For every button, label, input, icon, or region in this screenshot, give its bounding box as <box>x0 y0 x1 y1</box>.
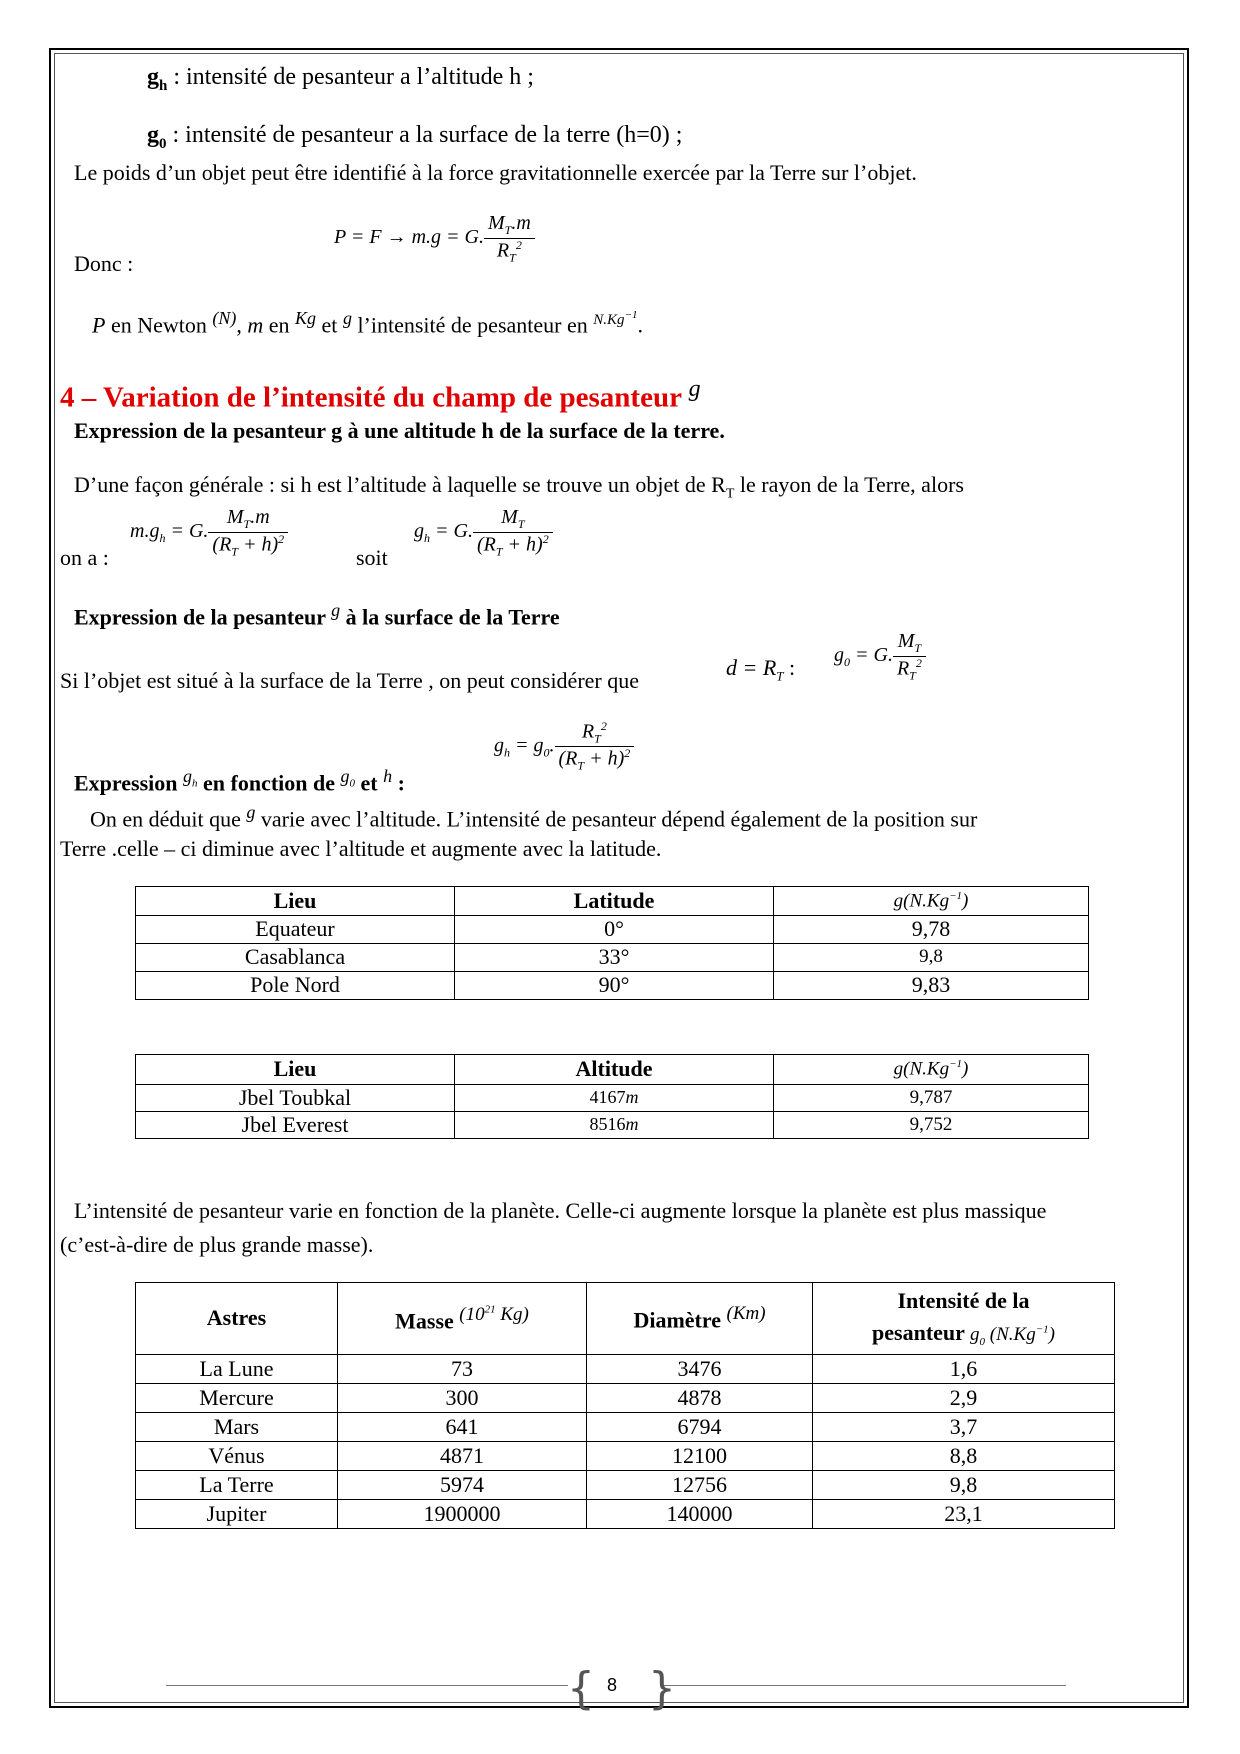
formula-poids: P = F → m.g = G. $\frac{M_T.m}{R_T^2}$ <box>334 212 535 265</box>
table-header: Altitude <box>455 1055 774 1085</box>
footer-brace-left: { <box>567 1663 595 1714</box>
paragraph-deduit-line2: Terre .celle – ci diminue avec l’altitude et augmente avec la latitude. <box>60 836 662 861</box>
table-row: Jupiter 1900000 140000 23,1 <box>136 1500 1115 1529</box>
table-row: Jbel Everest 8516m 9,752 <box>136 1112 1089 1139</box>
footer-brace-right: } <box>648 1663 676 1714</box>
paragraph-general: D’une façon générale : si h est l’altitude à laquelle se trouve un objet de $R_T$ le rayon de la Terre, alors <box>74 472 964 502</box>
subheading-gh-function: Expression $^{g_h}$ en fonction de $^{g_0}$ et $^h$ : <box>74 766 405 796</box>
paragraph-planete-line1: L’intensité de pesanteur varie en fonction de la planète. Celle-ci augmente lorsque la planète est plus massique <box>74 1198 1047 1223</box>
paragraph-poids: Le poids d’un objet peut être identifié à la force gravitationnelle exercée par la Terre sur l’objet. <box>74 160 917 185</box>
formula-g0: $g_0 = G$. $\frac{M_T}{R_T^2}$ <box>834 630 926 683</box>
table-row: Mars 641 6794 3,7 <box>136 1413 1115 1442</box>
table-header-g: $g(N.Kg^{-1})$ <box>774 887 1089 916</box>
latitude-table <box>135 886 1089 1000</box>
planets-table <box>135 1282 1115 1529</box>
formula-gh-g0: $g_h = g_0$. $\frac{R_T^2}{(R_T + h)^2}$ <box>494 720 634 774</box>
table-row: La Lune 73 3476 1,6 <box>136 1355 1115 1384</box>
table-header: Lieu <box>136 1055 455 1085</box>
paragraph-deduit-line1: On en déduit que $^g$ varie avec l’altitude. L’intensité de pesanteur dépend également de la position sur <box>90 802 978 832</box>
paragraph-planete-line2: (c’est-à-dire de plus grande masse). <box>60 1232 374 1257</box>
table-header: Astres <box>136 1283 338 1355</box>
footer-rule-left <box>166 1685 568 1686</box>
page-number: 8 <box>607 1675 618 1695</box>
soit-label: soit <box>356 545 388 570</box>
on-a-label: on a : <box>60 545 109 570</box>
formula-d-equals-rt: $d = R_T$ : <box>726 655 796 684</box>
table-header-g: $g(N.Kg^{-1})$ <box>774 1055 1089 1085</box>
altitude-table <box>135 1054 1089 1139</box>
table-row: Casablanca 33° 9,8 <box>136 944 1089 972</box>
paragraph-surface: Si l’objet est situé à la surface de la Terre , on peut considérer que <box>60 668 640 693</box>
table-row: Pole Nord 90° 9,83 <box>136 972 1089 1000</box>
table-header-masse: Masse $^{(10^{21} Kg)}$ <box>338 1283 587 1355</box>
footer-rule-right <box>662 1685 1066 1686</box>
units-line: P en Newton $^{(N)}$, m en $^{Kg}$ et $^g$ l’intensité de pesanteur en $^{N.Kg^{-1}}$. <box>92 308 643 338</box>
formula-mgh: $m.g_h = G$. $\frac{M_T.m}{(R_T + h)^2}$ <box>130 506 288 559</box>
table-header: Latitude <box>455 887 774 916</box>
table-row: La Terre 5974 12756 9,8 <box>136 1471 1115 1500</box>
donc-label: Donc : <box>74 251 134 276</box>
table-row: Vénus 4871 12100 8,8 <box>136 1442 1115 1471</box>
table-row: Jbel Toubkal 4167m 9,787 <box>136 1085 1089 1112</box>
subheading-altitude: Expression de la pesanteur g à une altitude h de la surface de la terre. <box>74 418 725 443</box>
table-header-diametre: Diamètre $^{(Km)}$ <box>587 1283 813 1355</box>
table-header: Lieu <box>136 887 455 916</box>
formula-gh: $g_h = G$. $\frac{M_T}{(R_T + h)^2}$ <box>414 506 553 559</box>
section-4-heading: 4 – Variation de l’intensité du champ de pesanteur $^g$ <box>60 376 701 414</box>
definition-g0: $g_0$ : intensité de pesanteur a la surface de la terre (h=0) ; <box>147 122 683 152</box>
table-header-intensite: Intensité de la pesanteur $g_0$ $(N.Kg^{-1})$ <box>813 1283 1115 1355</box>
definition-gh: $g_h$ : intensité de pesanteur a l’altitude h ; <box>147 64 534 94</box>
subheading-surface: Expression de la pesanteur $^g$ à la surface de la Terre <box>74 600 560 630</box>
table-row: Mercure 300 4878 2,9 <box>136 1384 1115 1413</box>
table-row: Equateur 0° 9,78 <box>136 916 1089 944</box>
